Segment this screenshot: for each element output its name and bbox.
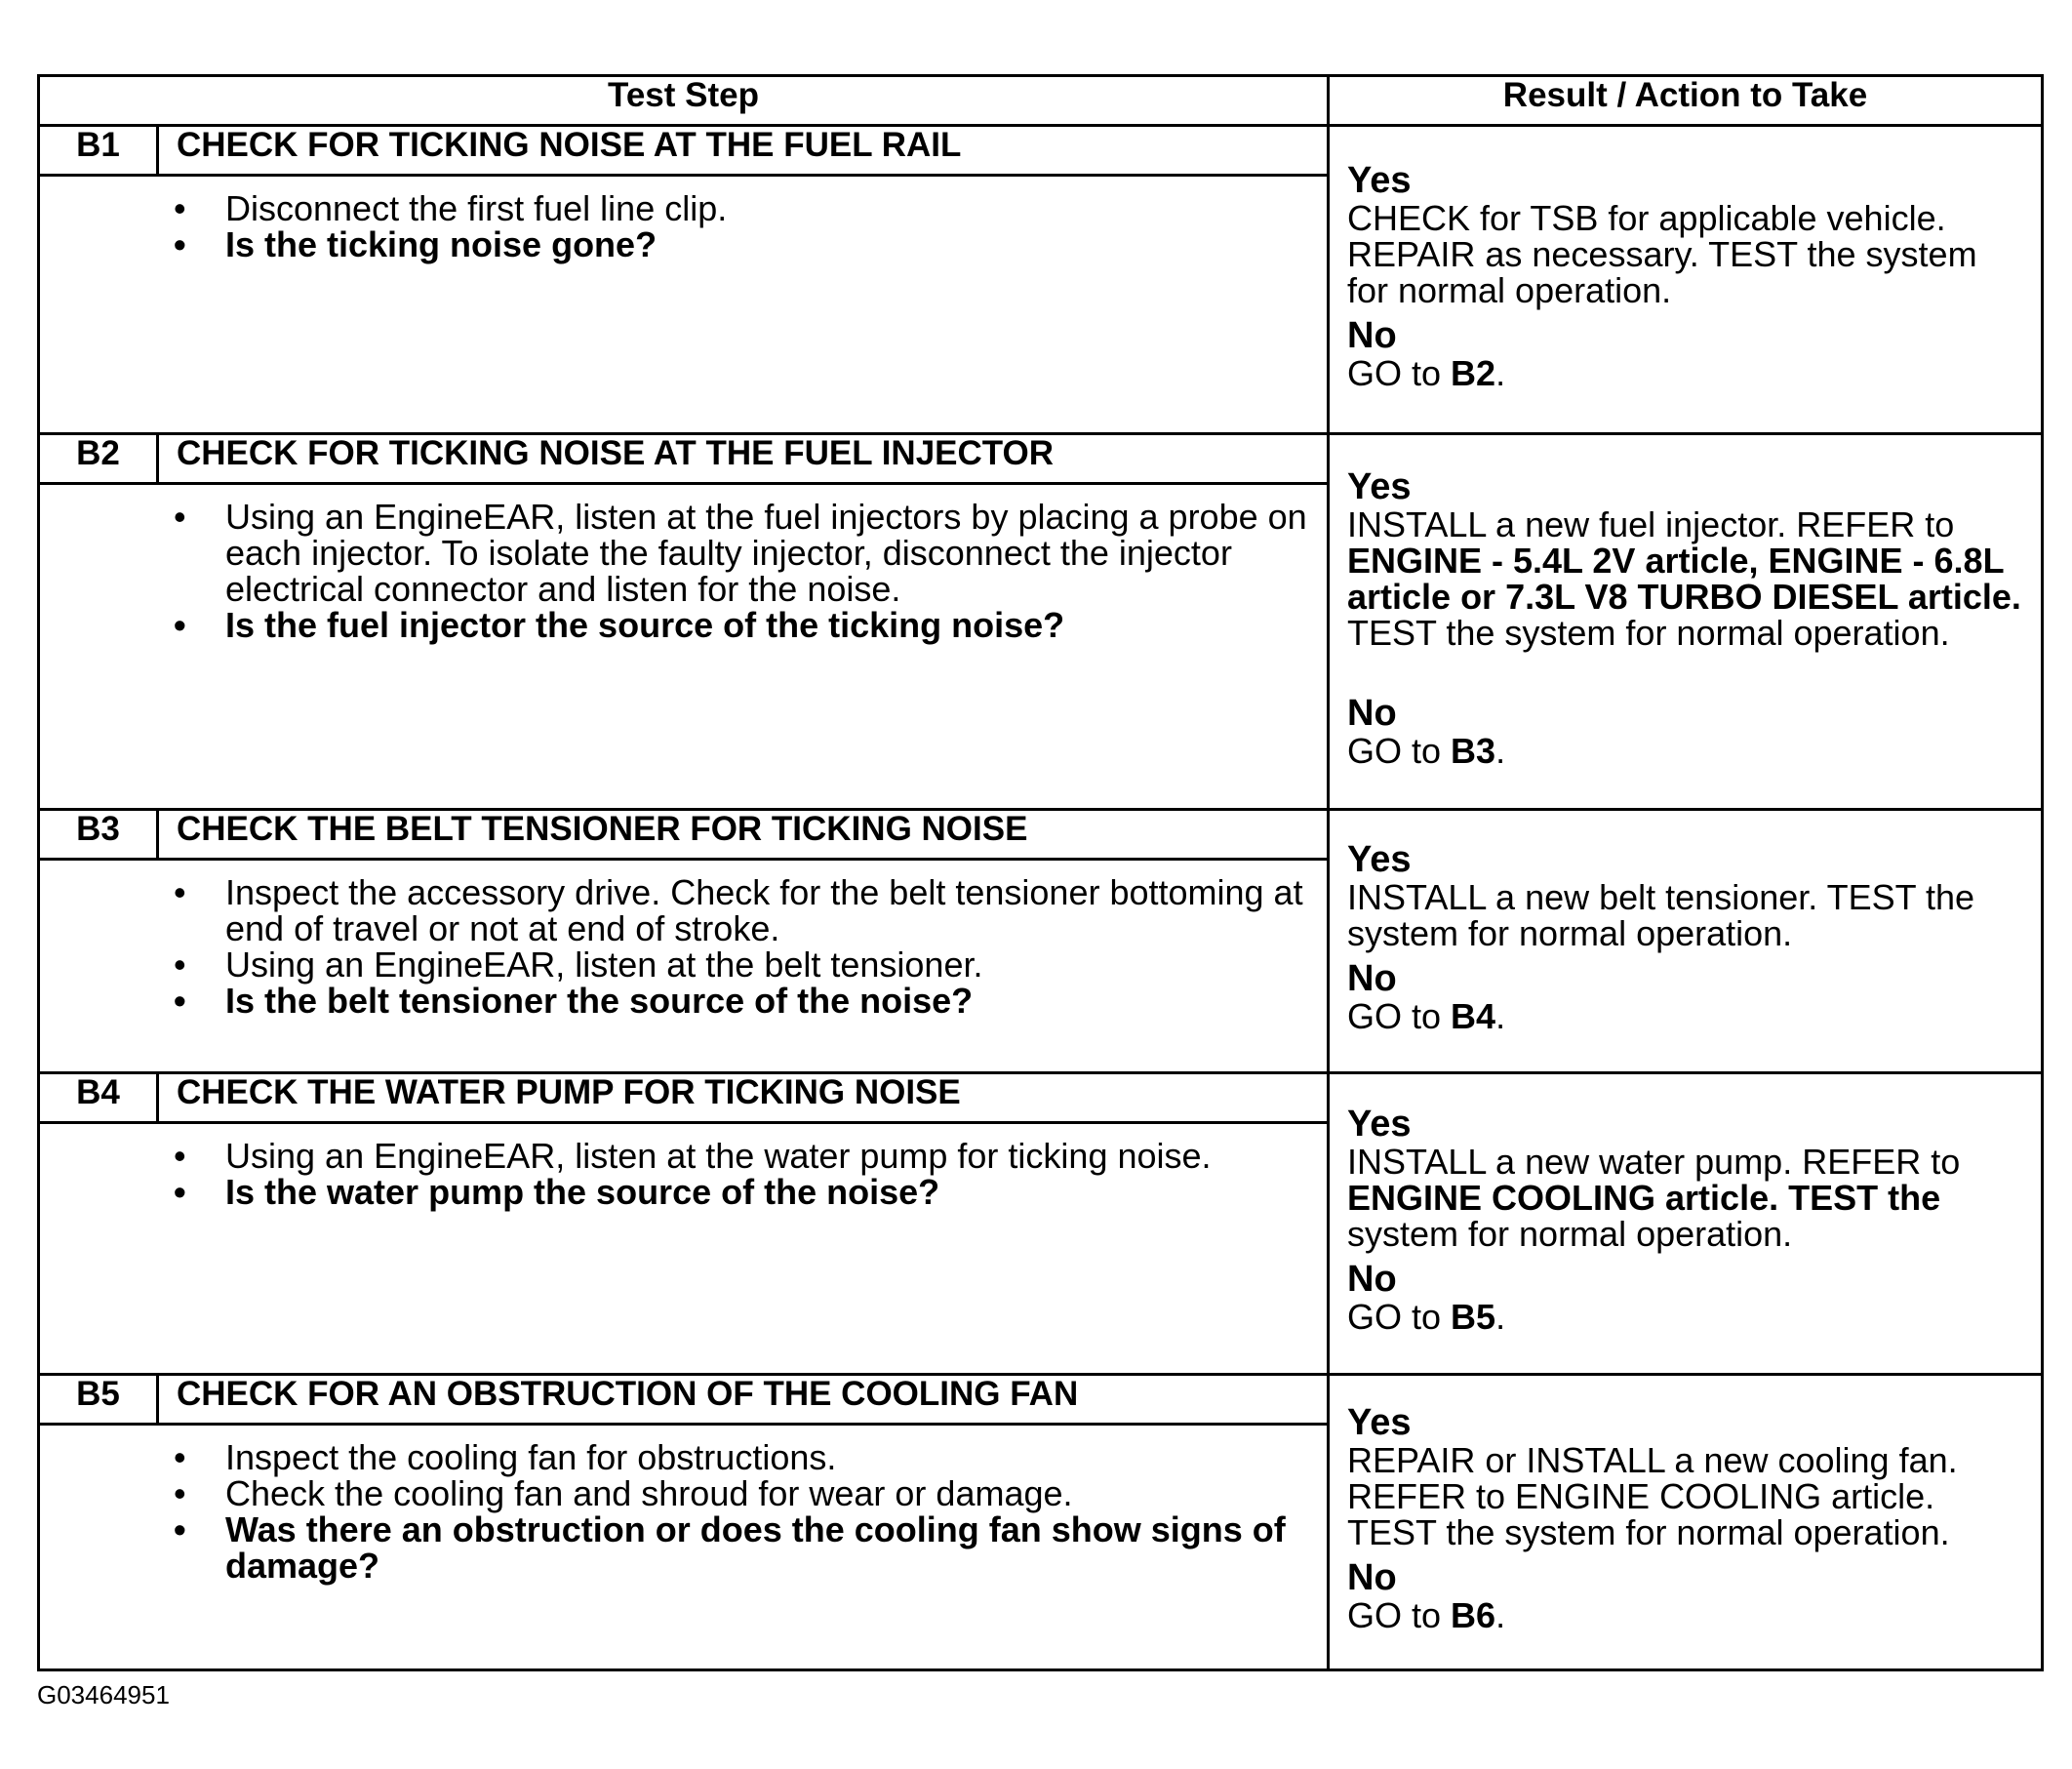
- step-row-b3: [39, 810, 2043, 860]
- table-header-row: [39, 76, 2043, 126]
- step-id: B2: [39, 434, 158, 484]
- yes-line: system for normal operation.: [1347, 913, 1793, 953]
- no-action: GO to B5.: [1347, 1297, 1506, 1337]
- step-body: [39, 1425, 1329, 1670]
- yes-line: for normal operation.: [1347, 269, 1672, 310]
- yes-line: system for normal operation.: [1347, 1214, 1793, 1254]
- list-item: • Is the belt tensioner the source of the noise?: [174, 981, 974, 1021]
- list-item: • Is the water pump the source of the noise?: [174, 1172, 940, 1212]
- yes-line: article or 7.3L V8 TURBO DIESEL article.: [1347, 576, 2021, 617]
- step-id: B3: [39, 810, 158, 860]
- step-body: [39, 484, 1329, 810]
- step-id: B1: [39, 126, 158, 176]
- yes-label: Yes: [1347, 159, 1412, 201]
- no-label: No: [1347, 314, 1397, 356]
- list-item: • Inspect the accessory drive. Check for the belt tensioner bottoming at end of travel or not at end of stroke.: [174, 872, 1303, 948]
- yes-label: Yes: [1347, 465, 1412, 507]
- list-item: • Using an EngineEAR, listen at the fuel injectors by placing a probe on each injector. To isolate the faulty injector, disconnect the injector electrical connector and listen for the noise.: [174, 497, 1307, 609]
- step-body: [39, 860, 1329, 1073]
- no-action: GO to B4.: [1347, 996, 1506, 1036]
- step-id: B5: [39, 1375, 158, 1425]
- step-row-b2: [39, 434, 2043, 484]
- step-body: [39, 176, 1329, 434]
- step-title: CHECK THE BELT TENSIONER FOR TICKING NOISE: [158, 810, 1329, 860]
- yes-label: Yes: [1347, 1104, 1412, 1145]
- header-test-step: Test Step: [39, 76, 1329, 126]
- next-step-ref: B2: [1451, 352, 1496, 393]
- yes-line: REPAIR as necessary. TEST the system: [1347, 233, 1977, 274]
- yes-line: TEST the system for normal operation.: [1347, 612, 1950, 653]
- step-row-b1: [39, 126, 2043, 176]
- yes-label: Yes: [1347, 1402, 1412, 1443]
- yes-line: ENGINE COOLING article. TEST the: [1347, 1178, 1941, 1218]
- list-item: • Was there an obstruction or does the cooling fan show signs of damage?: [174, 1509, 1286, 1586]
- step-row-b5: [39, 1375, 2043, 1425]
- yes-label: Yes: [1347, 839, 1412, 880]
- list-item: • Inspect the cooling fan for obstructions.: [174, 1437, 837, 1477]
- no-label: No: [1347, 1259, 1397, 1300]
- list-item: • Using an EngineEAR, listen at the water pump for ticking noise.: [174, 1136, 1212, 1176]
- result-cell: [1329, 1375, 2043, 1670]
- no-action: GO to B2.: [1347, 352, 1506, 393]
- yes-line: TEST the system for normal operation.: [1347, 1512, 1950, 1552]
- diagnostic-table: [37, 74, 2044, 1671]
- step-title: CHECK FOR AN OBSTRUCTION OF THE COOLING FAN: [158, 1375, 1329, 1425]
- header-result-action: Result / Action to Take: [1329, 76, 2043, 126]
- next-step-ref: B4: [1451, 996, 1496, 1036]
- step-title: CHECK FOR TICKING NOISE AT THE FUEL INJECTOR: [158, 434, 1329, 484]
- list-item: • Is the fuel injector the source of the ticking noise?: [174, 605, 1065, 645]
- list-item: • Disconnect the first fuel line clip.: [174, 188, 728, 228]
- next-step-ref: B6: [1451, 1595, 1496, 1635]
- yes-line: REFER to ENGINE COOLING article.: [1347, 1476, 1935, 1516]
- list-item: • Check the cooling fan and shroud for wear or damage.: [174, 1473, 1073, 1513]
- step-title: CHECK FOR TICKING NOISE AT THE FUEL RAIL: [158, 126, 1329, 176]
- step-title: CHECK THE WATER PUMP FOR TICKING NOISE: [158, 1073, 1329, 1123]
- next-step-ref: B5: [1451, 1297, 1496, 1337]
- next-step-ref: B3: [1451, 730, 1496, 771]
- no-label: No: [1347, 1557, 1397, 1598]
- yes-line: INSTALL a new belt tensioner. TEST the: [1347, 877, 1975, 917]
- list-item: • Is the ticking noise gone?: [174, 224, 657, 264]
- yes-line: INSTALL a new fuel injector. REFER to: [1347, 503, 1955, 544]
- result-cell: [1329, 126, 2043, 434]
- result-cell: [1329, 434, 2043, 810]
- yes-line: ENGINE - 5.4L 2V article, ENGINE - 6.8L: [1347, 540, 2005, 581]
- no-action: GO to B6.: [1347, 1595, 1506, 1635]
- step-body: [39, 1123, 1329, 1375]
- result-cell: [1329, 1073, 2043, 1375]
- yes-line: CHECK for TSB for applicable vehicle.: [1347, 197, 1946, 238]
- no-label: No: [1347, 958, 1397, 999]
- list-item: • Using an EngineEAR, listen at the belt tensioner.: [174, 945, 983, 985]
- step-id: B4: [39, 1073, 158, 1123]
- yes-line: INSTALL a new water pump. REFER to: [1347, 1142, 1961, 1182]
- yes-line: REPAIR or INSTALL a new cooling fan.: [1347, 1440, 1958, 1480]
- no-action: GO to B3.: [1347, 730, 1506, 771]
- result-cell: [1329, 810, 2043, 1073]
- no-label: No: [1347, 692, 1397, 734]
- step-row-b4: [39, 1073, 2043, 1123]
- figure-code: G03464951: [37, 1680, 170, 1709]
